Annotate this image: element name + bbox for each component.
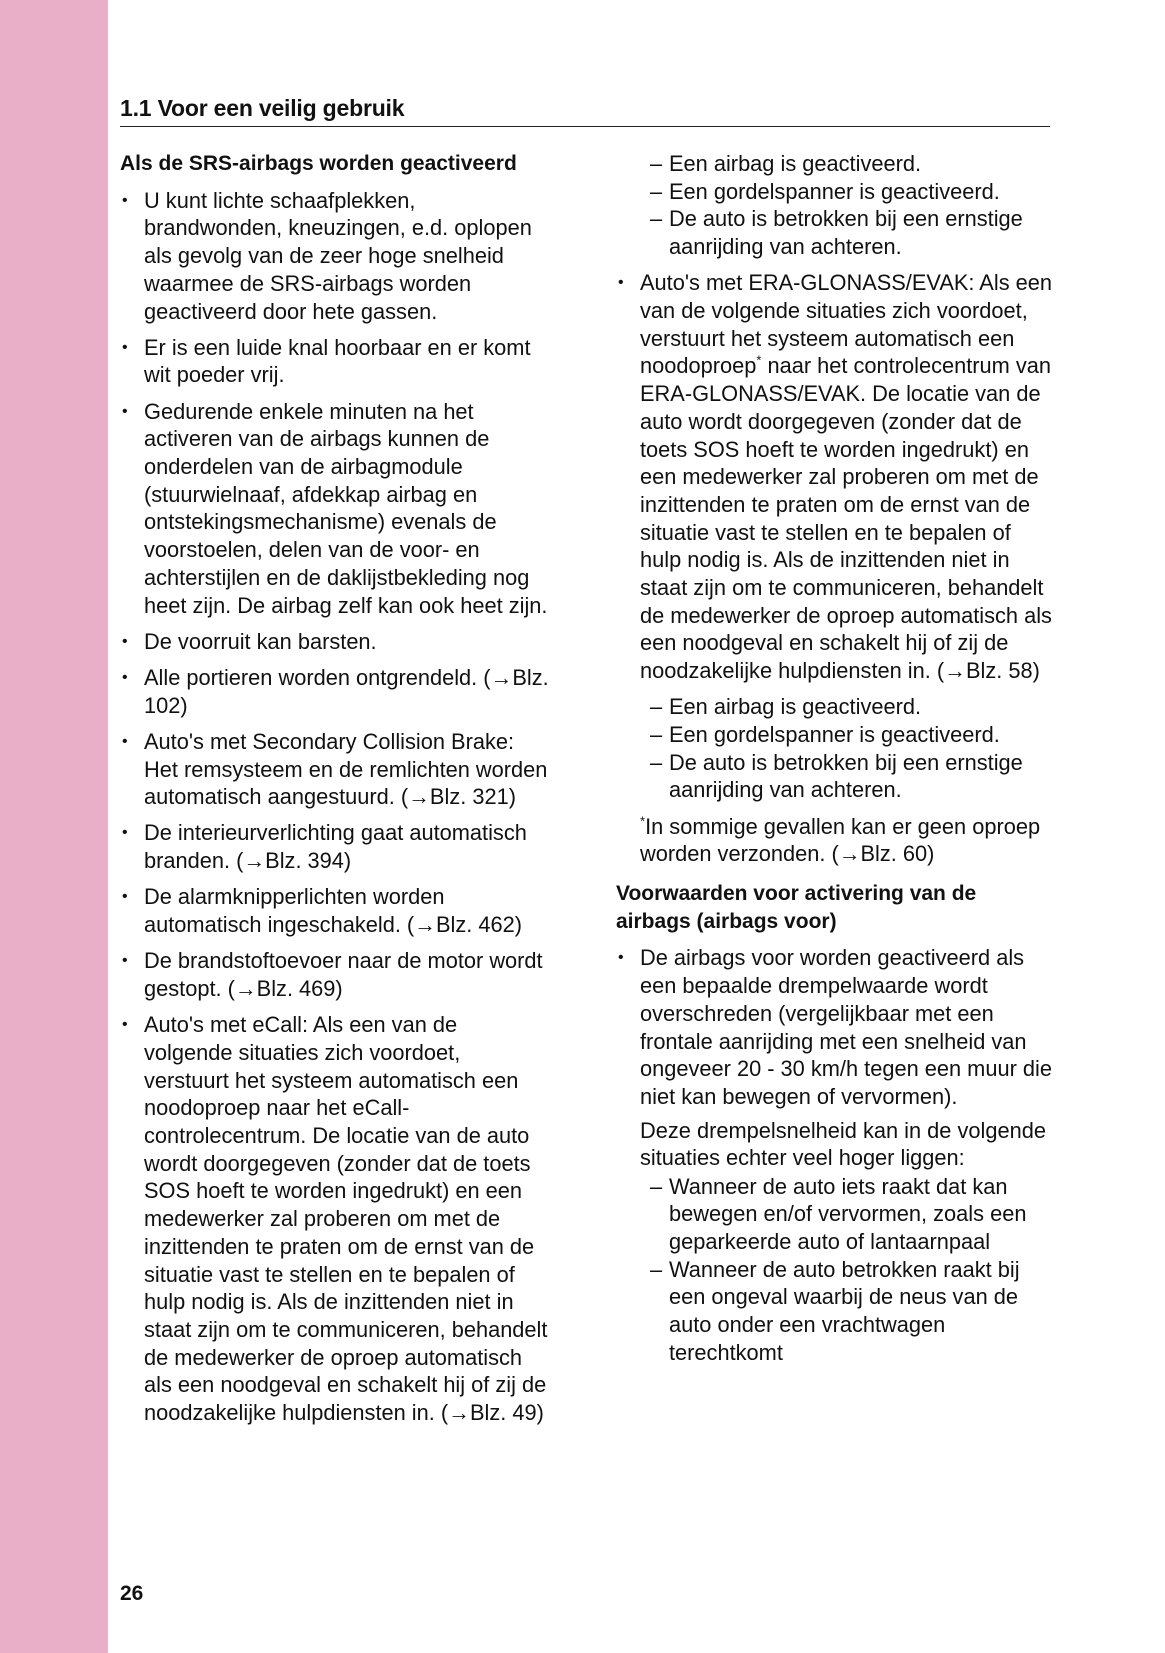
footnote-marker: *	[640, 813, 646, 829]
airbag-activation-heading: Als de SRS-airbags worden geactiveerd	[120, 152, 517, 175]
dash-item: – Een gordelspanner is geactiveerd.	[650, 721, 1056, 749]
dash-list	[616, 150, 1056, 261]
right-column	[616, 150, 1056, 1367]
list-item: • Auto's met eCall: Als een van de volgende situaties zich voordoet, verstuurt het systeem automatisch een noodoproep naar het eCall-controlecentrum. De locatie van de auto wordt doorgegeven (zonder dat de toets SOS hoeft te worden ingedrukt) en een medewerker zal proberen om met de inzittenden te praten om de ernst van de situatie vast te stellen en te bepalen of hulp nodig is. Als de inzittenden niet in staat zijn om te communiceren, behandelt de medewerker de oproep automatisch als een noodgeval en schakelt hij of zij de noodzakelijke hulpdiensten in. (→Blz. 49)	[120, 1011, 550, 1427]
page-number: 26	[120, 1582, 144, 1605]
dash-item: – Een airbag is geactiveerd.	[650, 693, 1056, 721]
list-item	[616, 944, 1056, 1172]
activation-list	[616, 944, 1056, 1172]
list-item: • Gedurende enkele minuten na het activeren van de airbags kunnen de onderdelen van de airbagmodule (stuurwielnaaf, afdekkap airbag en ontstekingsmechanisme) evenals de voorstoelen, delen van de voor- en achterstijlen en de daklijstbekleding nog heet zijn. De airbag zelf kan ook heet zijn.	[120, 398, 550, 620]
section-header	[120, 95, 1050, 127]
glonass-text-part2: naar het controlecentrum van ERA-GLONASS/EVAK. De locatie van de auto wordt doorgegeven (zonder dat de toets SOS hoeft te worden ingedrukt) en een medewerker zal proberen om met de inzittenden te praten om de ernst van de situatie vast te stellen en te bepalen of hulp nodig is. Als de inzittenden niet in staat zijn om te communiceren, behandelt de medewerker de oproep automatisch als een noodgeval en schakelt hij of zij de noodzakelijke hulpdiensten in. (→Blz. 58)	[640, 353, 1052, 684]
list-item: • De voorruit kan barsten.	[120, 628, 550, 656]
list-item	[616, 269, 1056, 685]
activation-conditions-heading: Voorwaarden voor activering van de airbags (airbags voor)	[616, 882, 977, 933]
list-item: • De alarmknipperlichten worden automatisch ingeschakeld. (→Blz. 462)	[120, 883, 550, 938]
list-item: • De interieurverlichting gaat automatisch branden. (→Blz. 394)	[120, 819, 550, 874]
dash-item: – Een gordelspanner is geactiveerd.	[650, 178, 1056, 206]
dash-list	[616, 1173, 1056, 1367]
list-item: • De brandstoftoevoer naar de motor wordt gestopt. (→Blz. 469)	[120, 947, 550, 1002]
dash-item: – De auto is betrokken bij een ernstige aanrijding van achteren.	[650, 749, 1056, 804]
dash-item: – Wanneer de auto iets raakt dat kan bewegen en/of vervormen, zoals een geparkeerde auto of lantaarnpaal	[650, 1173, 1056, 1256]
side-color-strip	[0, 0, 108, 1653]
activation-text: • De airbags voor worden geactiveerd als een bepaalde drempelwaarde wordt overschreden (vergelijkbaar met een frontale aanrijding met een snelheid van ongeveer 20 - 30 km/h tegen een muur die niet kan bewegen of vervormen).	[640, 945, 1052, 1109]
dash-item: – Een airbag is geactiveerd.	[650, 150, 1056, 178]
ecall-conditions	[616, 150, 1056, 261]
dash-item: – Wanneer de auto betrokken raakt bij een ongeval waarbij de neus van de auto onder een vrachtwagen terechtkomt	[650, 1256, 1056, 1367]
footnote-marker: *	[756, 353, 762, 369]
footnote	[616, 813, 1056, 868]
list-item: • Alle portieren worden ontgrendeld. (→Blz. 102)	[120, 664, 550, 719]
footnote-text: In sommige gevallen kan er geen oproep worden verzonden. (→Blz. 60)	[640, 813, 1041, 867]
section-title: 1.1 Voor een veilig gebruik	[120, 95, 405, 121]
airbag-effects-list	[120, 187, 550, 1427]
glonass-conditions	[616, 693, 1056, 804]
left-column	[120, 150, 550, 1435]
dash-item: – De auto is betrokken bij een ernstige aanrijding van achteren.	[650, 205, 1056, 260]
list-item: • Auto's met Secondary Collision Brake: Het remsysteem en de remlichten worden automatisch aangestuurd. (→Blz. 321)	[120, 728, 550, 811]
list-item: • Er is een luide knal hoorbaar en er komt wit poeder vrij.	[120, 334, 550, 389]
glonass-list	[616, 269, 1056, 685]
dash-list	[616, 693, 1056, 804]
threshold-paragraph: Deze drempelsnelheid kan in de volgende situaties echter veel hoger liggen:	[640, 1117, 1046, 1171]
glonass-text-part1: Auto's met ERA-GLONASS/EVAK: Als een van de volgende situaties zich voordoet, verstuurt het systeem automatisch een noodoproep	[640, 270, 1053, 379]
list-item: • U kunt lichte schaafplekken, brandwonden, kneuzingen, e.d. oplopen als gevolg van de zeer hoge snelheid waarmee de SRS-airbags worden geactiveerd door hete gassen.	[120, 187, 550, 326]
